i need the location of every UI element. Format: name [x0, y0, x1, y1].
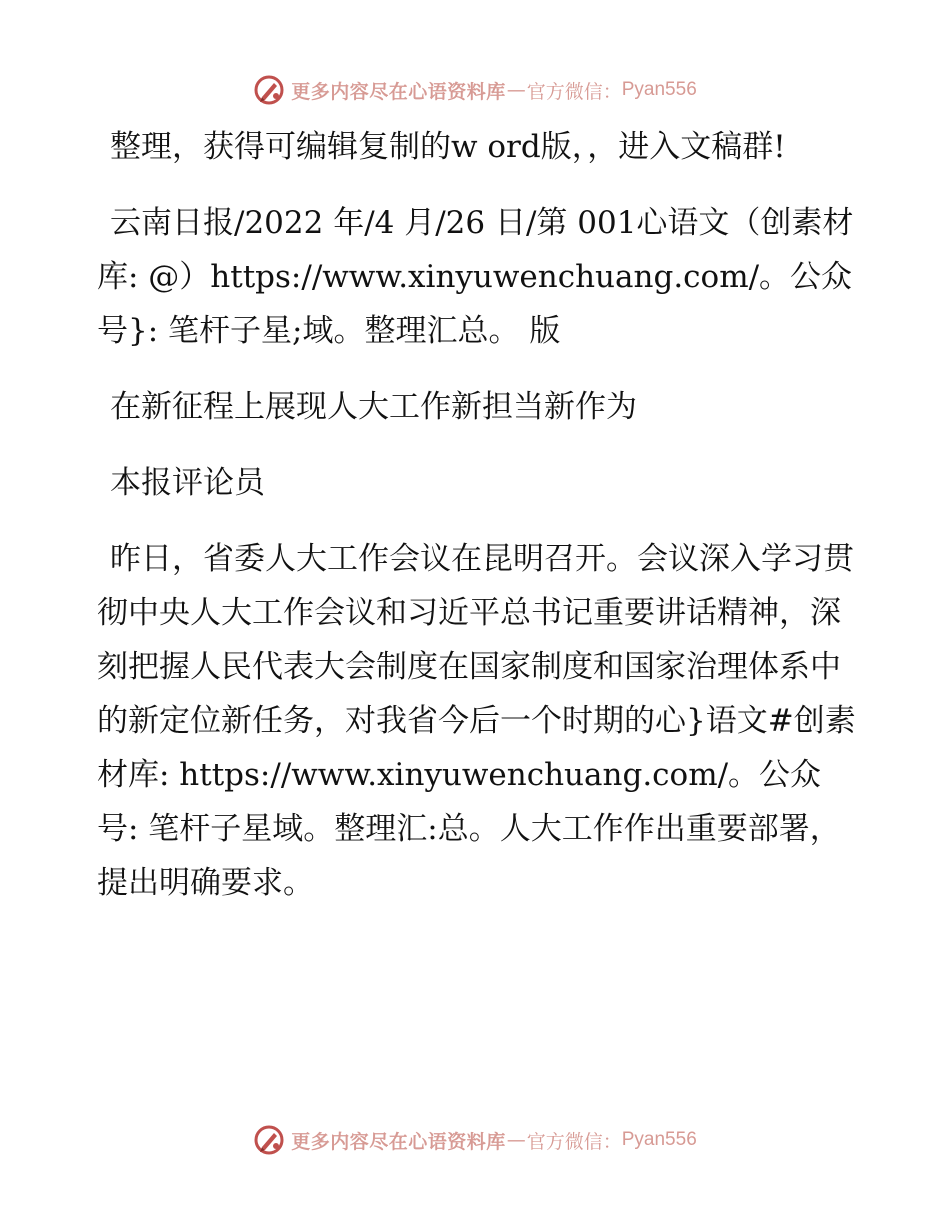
banner-dash: —: [506, 1129, 526, 1151]
banner-slogan: 更多内容尽在心语资料库: [291, 80, 506, 103]
intro-paragraph: 整理，获得可编辑复制的w ord版，，进入文稿群!: [110, 129, 786, 165]
article-byline: 本报评论员: [110, 465, 265, 501]
pen-logo-icon: [253, 1124, 285, 1156]
body-paragraph: 昨日，省委人大工作会议在昆明召开。会议深入学习贯彻中央人大工作会议和习近平总书记重要讲话精神，深刻把握人民代表大会制度在国家制度和国家治理体系中的新定位新任务，对我省今后一个时期的心}语文#创素材库: https://www.xinyuwenchuang.com/。公众号: 笔杆子星域。整理汇:总。人大工作作出重要部署，提出明确要求。: [97, 541, 856, 901]
footer-banner: [0, 1120, 950, 1160]
banner-wechat-id: Pyan556: [621, 1129, 697, 1150]
banner-dash: —: [506, 79, 526, 101]
banner-wechat-label: 官方微信：: [526, 80, 622, 103]
pen-logo-icon: [253, 74, 285, 106]
banner-slogan: 更多内容尽在心语资料库: [291, 1130, 506, 1153]
banner-wechat-label: 官方微信：: [526, 1130, 622, 1153]
document-body: [97, 120, 857, 932]
banner-wechat-id: Pyan556: [621, 79, 697, 100]
source-line: 云南日报/2022 年/4 月/26 日/第 001心语文（创素材库: @）https://www.xinyuwenchuang.com/。公众号}: 笔杆子星;域。整理汇总。 版: [97, 205, 854, 349]
header-banner: [0, 70, 950, 110]
article-title: 在新征程上展现人大工作新担当新作为: [110, 389, 637, 425]
